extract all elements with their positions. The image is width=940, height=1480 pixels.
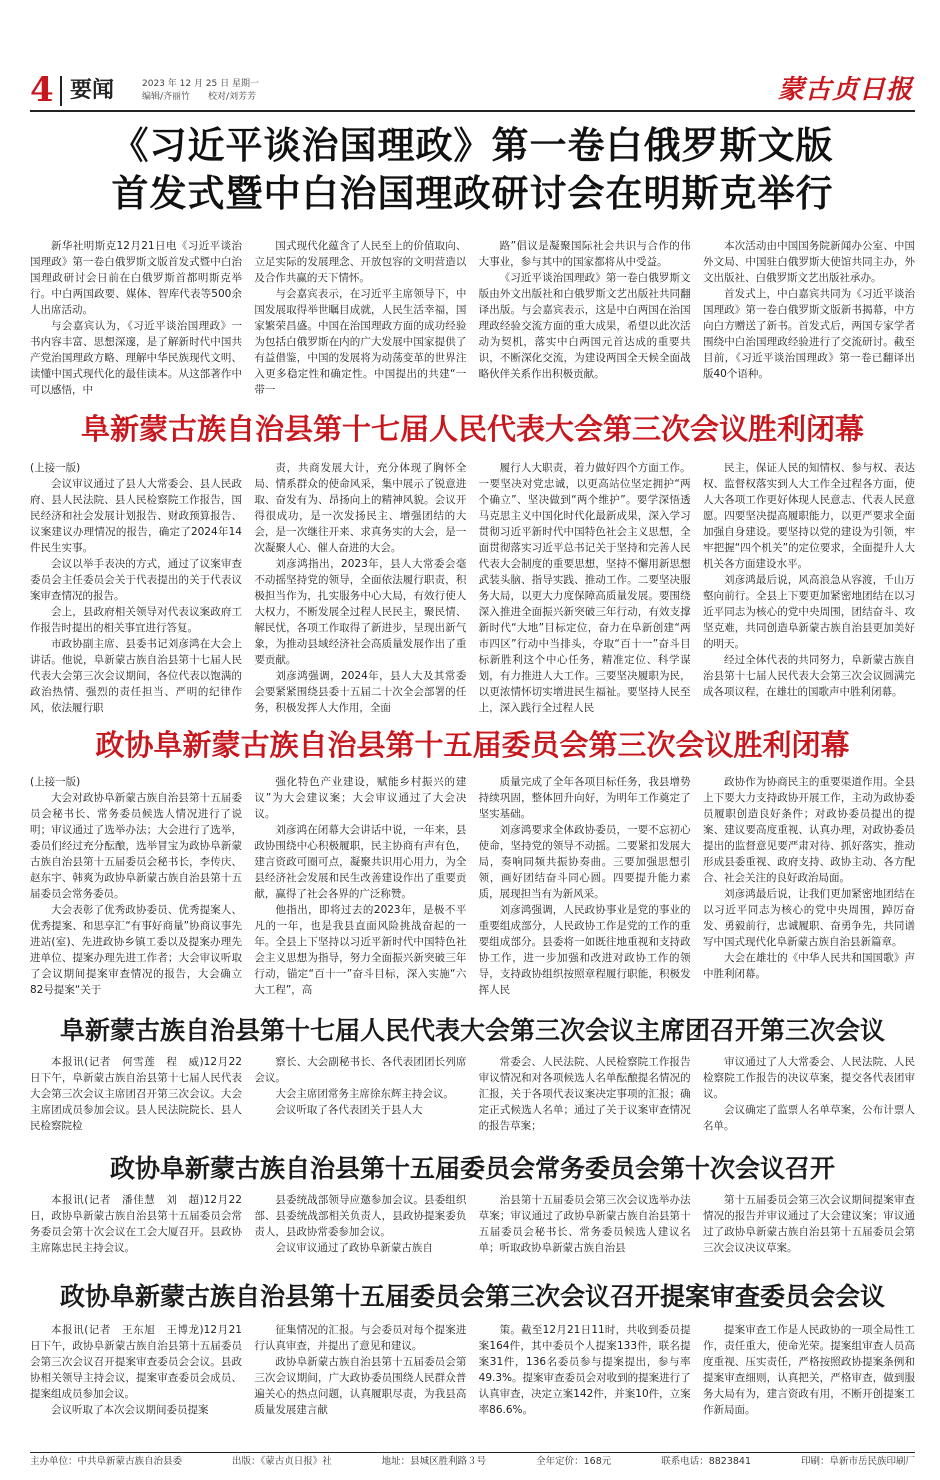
paragraph: 责，共商发展大计，充分体现了胸怀全局、情系群众的使命风采，集中展示了锐意进取、奋发有为、昂扬向上的精神风貌。会议开得很成功，是一次发扬民主、增强团结的大会，是一次继往开来、求真务实的大会，是一次凝聚人心、催人奋进的大会。 (254, 462, 467, 554)
article4-headline: 阜新蒙古族自治县第十七届人民代表大会第三次会议主席团召开第三次会议 (59, 1016, 885, 1045)
page-number: 4 (30, 70, 54, 110)
paragraph: 刘彦鸿强调，人民政协事业是党的事业的重要组成部分，人民政协工作是党的工作的重要组成部分。县委将一如既往地重视和支持政协工作，进一步加强和改进对政协工作的领导，支持政协组织按照章程履行职能，积极发挥人民 (478, 904, 691, 996)
paragraph: 政协阜新蒙古族自治县第十五届委员会第三次会议期间，广大政协委员围绕人民群众普遍关心的热点问题，认真履职尽责，为我县高质量发展建言献 (254, 1356, 467, 1416)
paragraph: 征集情况的汇报。与会委员对每个提案进行认真审查，并提出了意见和建议。 (254, 1324, 467, 1352)
article5-headline: 政协阜新蒙古族自治县第十五届委员会常务委员会第十次会议召开 (109, 1154, 835, 1183)
article5-body (30, 1192, 915, 1270)
masthead-logo: 蒙古贞日报 (777, 75, 913, 105)
paragraph: 经过全体代表的共同努力，阜新蒙古族自治县第十七届人民代表大会第三次会议圆满完成各项议程，在雄壮的国歌声中胜利闭幕。 (702, 654, 915, 698)
paragraph: 路”倡议是凝聚国际社会共识与合作的伟大事业，参与其中的国家都将从中受益。 (478, 240, 691, 268)
article6-body (30, 1322, 915, 1450)
paragraph: 策。截至12月21日11时，共收到委员提案164件，其中委员个人提案133件，联名提案31件，136名委员参与提案提出，参与率49.3%。提案审查委员会对收到的提案进行了认真审查，决定立案142件，并案10件，立案率86.6%。 (478, 1324, 691, 1416)
paragraph: 本报讯(记者 王东旭 王博龙)12月21日下午，政协阜新蒙古族自治县第十五届委员会第三次会议召开提案审查委员会会议。县政协相关领导主持会议，提案审查委员会成员、提案组成员参加会议。 (30, 1324, 242, 1400)
footer-sponsor: 主办单位：中共阜新蒙古族自治县委 (30, 1456, 183, 1467)
paragraph: 提案审查工作是人民政协的一项全局性工作，责任重大，使命光荣。提案组审查人员高度重视、压实责任，严格按照政协提案条例和提案审查细则，认真把关，严格审查，做到服务大局有为，建言资政有用，不断开创提案工作新局面。 (702, 1324, 915, 1416)
article4-body (30, 1054, 915, 1150)
article-column (479, 1192, 691, 1270)
paragraph: 治县第十五届委员会第三次会议选举办法草案；审议通过了政协阜新蒙古族自治县第十五届委员会秘书长、常务委员候选人建议名单；听取政协阜新蒙古族自治县 (478, 1194, 691, 1254)
article2-headline: 阜新蒙古族自治县第十七届人民代表大会第三次会议胜利闭幕 (80, 412, 864, 446)
paragraph: 首发式上，中白嘉宾共同为《习近平谈治国理政》第一卷白俄罗斯文版新书揭幕，中方向白方赠送了新书。首发式后，两国专家学者围绕中白治国理政经验进行了交流研讨。截至目前，《习近平谈治国理政》第一卷已翻译出版40个语种。 (702, 288, 915, 380)
article-column (703, 774, 915, 1010)
article-column (254, 238, 466, 402)
article-column (703, 1322, 915, 1450)
paragraph: 会上，县政府相关领导对代表议案政府工作报告时提出的相关事宜进行答复。 (30, 606, 242, 634)
paragraph: 他指出，即将过去的2023年，是极不平凡的一年，也是我县直面风险挑战奋起的一年。全县上下坚持以习近平新时代中国特色社会主义思想为指导，努力全面振兴新突破三年行动，锚定“百十一”奋斗目标，深入实施“六大工程”，高 (254, 904, 467, 996)
article-column (254, 1054, 466, 1150)
article3-headline: 政协阜新蒙古族自治县第十五届委员会第三次会议胜利闭幕 (95, 728, 850, 762)
paragraph: 会议审议通过了县人大常委会、县人民政府、县人民法院、县人民检察院工作报告，国民经济和社会发展计划报告、财政预算报告、议案建议办理情况的报告，确定了2024年14件民生实事。 (30, 478, 242, 554)
paragraph: 市政协副主席、县委书记刘彦鸿在大会上讲话。他说，阜新蒙古族自治县第十七届人民代表大会第三次会议期间，各位代表以饱满的政治热情、强烈的责任担当、严明的纪律作风，依法履行职 (30, 638, 242, 714)
article2-body (30, 460, 915, 758)
footer-publisher: 出版：《蒙古贞日报》社 (231, 1456, 332, 1467)
article-column (703, 460, 915, 758)
paragraph: 强化特色产业建设，赋能乡村振兴的建议”为大会建议案；大会审议通过了大会决议。 (254, 776, 467, 820)
paragraph: 会议审议通过了政协阜新蒙古族自 (275, 1242, 433, 1254)
paragraph: 大会主席团常务主席徐东辉主持会议。 (275, 1088, 454, 1100)
paragraph: 大会在雄壮的《中华人民共和国国歌》声中胜利闭幕。 (702, 952, 915, 980)
paragraph: 大会对政协阜新蒙古族自治县第十五届委员会秘书长、常务委员候选人情况进行了说明；审议通过了选举办法；大会进行了选举，委员们经过充分酝酿，选举冒宝为政协阜新蒙古族自治县第十五届委员会秘书长，李传庆、赵东宇、韩爽为政协阜新蒙古族自治县第十五届委员会常务委员。 (30, 792, 242, 900)
article-column (254, 774, 466, 1010)
paragraph: 本报讯(记者 何雪莲 程 威)12月22日下午，阜新蒙古族自治县第十七届人民代表大会第三次会议主席团召开第三次会议。大会主席团成员参加会议。县人民法院院长、县人民检察院检 (30, 1056, 242, 1132)
paragraph: 察长、大会副秘书长、各代表团团长列席会议。 (254, 1056, 467, 1084)
article6-headline: 政协阜新蒙古族自治县第十五届委员会第三次会议召开提案审查委员会会议 (59, 1282, 885, 1311)
editors-line: 编辑/齐丽竹 校对/刘芳芳 (142, 92, 257, 102)
article-column (30, 1192, 242, 1270)
paragraph: 第十五届委员会第三次会议期间提案审查情况的报告并审议通过了大会建议案；审议通过了政协阜新蒙古族自治县第十五届委员会第三次会议决议草案。 (702, 1194, 915, 1254)
paragraph: 刘彦鸿指出，2023年，县人大常委会毫不动摇坚持党的领导，全面依法履行职责，积极担当作为，扎实服务中心大局，有效行使人大权力，不断发展全过程人民民主，聚民情、解民忧，各项工作取得了新进步，呈现出新气象，为推动县域经济社会高质量发展作出了重要贡献。 (254, 558, 467, 666)
footer-price: 全年定价：168元 (536, 1456, 612, 1467)
paragraph: 刘彦鸿最后说，让我们更加紧密地团结在以习近平同志为核心的党中央周围，踔厉奋发、勇毅前行，忠诚履职、奋勇争先，共同谱写中国式现代化阜新蒙古族自治县新篇章。 (702, 888, 915, 948)
article-column (30, 238, 242, 402)
paragraph: 刘彦鸿最后说，风高浪急从容渡，千山万壑向前行。全县上下要更加紧密地团结在以习近平同志为核心的党中央周围，团结奋斗、攻坚克难，共同创造阜新蒙古族自治县更加美好的明天。 (702, 574, 915, 650)
page-header (30, 70, 915, 112)
paragraph: 会议听取了各代表团关于县人大 (275, 1104, 423, 1116)
article-column (479, 1054, 691, 1150)
article3-body (30, 774, 915, 1010)
paragraph: 会议听取了本次会议期间委员提案 (51, 1404, 209, 1416)
paragraph: 与会嘉宾表示，在习近平主席领导下，中国发展取得举世瞩目成就，人民生活幸福，国家繁荣昌盛。中国在治国理政方面的成功经验为包括白俄罗斯在内的广大发展中国家提供了有益借鉴，中国的发展将为动荡变革的世界注入更多稳定性和确定性。中国提出的共建“一带一 (254, 288, 467, 396)
paragraph: 刘彦鸿在闭幕大会讲话中说，一年来，县政协围绕中心积极履职，民主协商有声有色，建言资政可圈可点，凝聚共识用心用力，为全县经济社会发展和民生改善建设作出了重要贡献，赢得了社会各界的广泛称赞。 (254, 824, 467, 900)
paragraph: 审议通过了人大常委会、人民法院、人民检察院工作报告的决议草案，提交各代表团审议。 (702, 1056, 915, 1100)
article-column (479, 238, 691, 402)
paragraph: 国式现代化蕴含了人民至上的价值取向、立足实际的发展理念、开放包容的文明营造以及合作共赢的天下情怀。 (254, 240, 467, 284)
paragraph: 刘彦鸿要求全体政协委员，一要不忘初心使命，坚持党的领导不动摇。二要紧扣发展大局，奏响同频共振协奏曲。三要加强思想引领，画好团结奋斗同心圆。四要提升能力素质，展现担当有为新风采。 (478, 824, 691, 900)
paragraph: 本次活动由中国国务院新闻办公室、中国外文局、中国驻白俄罗斯大使馆共同主办，外文出版社、白俄罗斯文艺出版社承办。 (702, 240, 915, 284)
article-column (254, 460, 466, 758)
footer-tel: 联系电话：8823841 (661, 1456, 751, 1467)
paragraph: 新华社明斯克12月21日电《习近平谈治国理政》第一卷白俄罗斯文版首发式暨中白治国理政研讨会日前在白俄罗斯首都明斯克举行。中白两国政要、媒体、智库代表等500余人出席活动。 (30, 240, 242, 316)
lead-headline-line2: 首发式暨中白治国理政研讨会在明斯克举行 (111, 172, 834, 215)
article-column (703, 238, 915, 402)
article-column (703, 1054, 915, 1150)
paragraph: 政协作为协商民主的重要渠道作用。全县上下要大力支持政协开展工作，主动为政协委员履职创造良好条件；对政协委员提出的提案、建议要高度重视、认真办理，对政协委员提出的监督意见要严肃对待、抓好落实，推动形成县委重视、政府支持、政协主动、各方配合、社会关注的良好政治局面。 (702, 776, 915, 884)
paragraph: 会议确定了监票人名单草案，公布计票人名单。 (702, 1104, 915, 1132)
paragraph: (上接一版) (30, 462, 81, 474)
dateline (142, 78, 259, 104)
lead-headline-line1: 《习近平谈治国理政》第一卷白俄罗斯文版 (111, 124, 834, 167)
issue-date: 2023 年 12 月 25 日 星期一 (142, 79, 259, 89)
paragraph: 常委会、人民法院、人民检察院工作报告审议情况和对各项候选人名单酝酿提名情况的汇报，关于各项代表议案决定事项的汇报；确定正式候选人名单；通过了关于议案审查情况的报告草案； (478, 1056, 691, 1132)
paragraph: 会议以举手表决的方式，通过了议案审查委员会主任委员会关于代表提出的关于代表议案审查情况的报告。 (30, 558, 242, 602)
lead-headline (30, 122, 915, 218)
article-column (254, 1192, 466, 1270)
paragraph: 刘彦鸿强调，2024年，县人大及其常委会要紧紧围绕县委十五届二十次全会部署的任务，积极发挥人大作用，全面 (254, 670, 467, 714)
paragraph: 大会表彰了优秀政协委员、优秀提案人、优秀提案、和思享汇“有事好商量”协商议事先进站(室)、先进政协乡镇工委以及提案办理先进单位、提案办理先进工作者；大会审议听取了会议期间提案审查情况的报告，大会确立82号提案“关于 (30, 904, 242, 996)
paragraph: 县委统战部领导应邀参加会议。县委组织部、县委统战部相关负责人，县政协提案委负责人，县政协常委参加会议。 (254, 1194, 467, 1238)
footer-address: 地址：县城区胜利路３号 (381, 1456, 487, 1467)
article-column (254, 1322, 466, 1450)
article-column (479, 1322, 691, 1450)
article-column (30, 774, 242, 1010)
lead-article-body (30, 238, 915, 402)
paragraph: 质量完成了全年各项目标任务，我县增势持续巩固，整体回升向好，为明年工作奠定了坚实基础。 (478, 776, 691, 820)
article-column (30, 1322, 242, 1450)
article-column (479, 774, 691, 1010)
paragraph: (上接一版) (30, 776, 81, 788)
article-column (479, 460, 691, 758)
paragraph: 《习近平谈治国理政》第一卷白俄罗斯文版由外文出版社和白俄罗斯文艺出版社共同翻译出版。与会嘉宾表示，这是中白两国在治国理政经验交流方面的重大成果，希望以此次活动为契机，落实中白两国元首达成的重要共识，不断深化交流，为建设两国全天候全面战略伙伴关系作出积极贡献。 (478, 272, 691, 380)
paragraph: 本报讯(记者 潘佳慧 刘 超)12月22日，政协阜新蒙古族自治县第十五届委员会常务委员会第十次会议在工会大厦召开。县政协主席陈忠民主持会议。 (30, 1194, 242, 1254)
section-name: 要闻 (60, 76, 114, 106)
paragraph: 与会嘉宾认为，《习近平谈治国理政》一书内容丰富、思想深邃，是了解新时代中国共产党治国理政方略、理解中华民族现代文明、读懂中国式现代化的最佳读本。从这部著作中可以感悟，中 (30, 320, 242, 396)
footer-printer: 印刷：阜新市岳民族印刷厂 (800, 1456, 915, 1467)
page-footer (30, 1452, 915, 1470)
paragraph: 履行人大职责，着力做好四个方面工作。一要坚决对党忠诚，以更高站位坚定拥护“两个确立”、坚决做到“两个维护”。要学深悟透马克思主义中国化时代化最新成果，深入学习贯彻习近平新时代中国特色社会主义思想，全面贯彻落实习近平总书记关于坚持和完善人民代表大会制度的重要思想，坚持不懈用新思想武装头脑、指导实践、推动工作。二要坚决服务大局，以更大力度保障高质量发展。要围绕深入推进全面振兴新突破三年行动，有效支撑新时代“大地”目标定位，奋力在阜新创建“两市四区”行动中当排头，夺取“百十一”奋斗目标新胜利这个中心任务，精准定位、科学谋划，有力推进人大工作。三要坚决履职为民，以更浓情怀切实增进民生福祉。要坚持人民至上，深入践行全过程人民 (478, 462, 691, 714)
article-column (30, 1054, 242, 1150)
article-column (703, 1192, 915, 1270)
paragraph: 民主，保证人民的知情权、参与权、表达权、监督权落实到人大工作全过程各方面，使人大各项工作更好体现人民意志、代表人民意愿。四要坚决提高履职能力，以更严要求全面加强自身建设。要坚持以党的建设为引领，牢牢把握“四个机关”的定位要求，全面提升人大机关各方面建设水平。 (702, 462, 915, 570)
article-column (30, 460, 242, 758)
